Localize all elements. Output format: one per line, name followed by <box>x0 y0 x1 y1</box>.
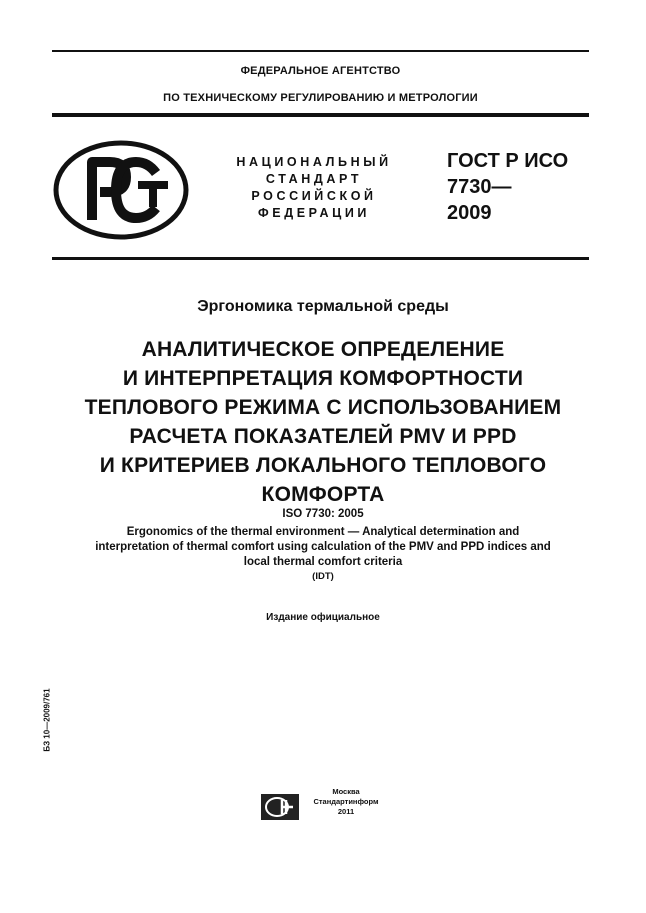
main-title-line: АНАЛИТИЧЕСКОЕ ОПРЕДЕЛЕНИЕ <box>141 338 505 361</box>
publisher-year: 2011 <box>337 807 355 816</box>
publisher-block <box>300 787 392 817</box>
publisher-name: Стандартинформ <box>313 797 379 806</box>
document-main-title <box>20 335 626 509</box>
standard-designation <box>447 148 568 226</box>
edition-label: Издание официальное <box>266 612 380 623</box>
rst-conformity-logo-icon <box>52 140 190 240</box>
national-standard-line3: РОССИЙСКОЙ <box>251 189 377 203</box>
catalog-number-text: БЗ 10—2009/761 <box>42 688 52 752</box>
agency-name-line2: ПО ТЕХНИЧЕСКОМУ РЕГУЛИРОВАНИЮ И МЕТРОЛОГИИ <box>163 92 478 104</box>
publisher-city: Москва <box>332 787 360 796</box>
designation-line3: 2009 <box>447 202 492 224</box>
document-subtitle: Эргономика термальной среды <box>197 298 449 315</box>
english-title-line: interpretation of thermal comfort using calculation of the PMV and PPD indices and <box>95 541 551 553</box>
main-title-line: ТЕПЛОВОГО РЕЖИМА С ИСПОЛЬЗОВАНИЕМ <box>84 396 562 419</box>
main-title-line: РАСЧЕТА ПОКАЗАТЕЛЕЙ PMV И PPD <box>129 425 517 448</box>
national-standard-label <box>214 154 414 222</box>
english-title <box>40 525 606 570</box>
designation-line1: ГОСТ Р ИСО <box>447 150 569 172</box>
english-title-line: local thermal comfort criteria <box>243 556 403 568</box>
main-title-line: И КРИТЕРИЕВ ЛОКАЛЬНОГО ТЕПЛОВОГО <box>99 454 547 477</box>
national-standard-line1: НАЦИОНАЛЬНЫЙ <box>236 155 392 169</box>
agency-name-line1: ФЕДЕРАЛЬНОЕ АГЕНТСТВО <box>240 65 401 77</box>
main-title-line: И ИНТЕРПРЕТАЦИЯ КОМФОРТНОСТИ <box>122 367 524 390</box>
designation-line2: 7730— <box>447 176 512 198</box>
national-standard-line2: СТАНДАРТ <box>265 172 363 186</box>
english-title-line: Ergonomics of the thermal environment — Analytical determination and <box>126 526 520 538</box>
header-bottom-rule <box>52 257 589 260</box>
header-thick-rule <box>52 113 589 117</box>
main-title-line: КОМФОРТА <box>261 483 385 506</box>
standartinform-logo-icon <box>260 793 300 821</box>
iso-code: ISO 7730: 2005 <box>282 508 364 520</box>
national-standard-line4: ФЕДЕРАЦИИ <box>257 206 370 220</box>
equivalence-marker: (IDT) <box>312 571 334 582</box>
top-rule <box>52 50 589 52</box>
